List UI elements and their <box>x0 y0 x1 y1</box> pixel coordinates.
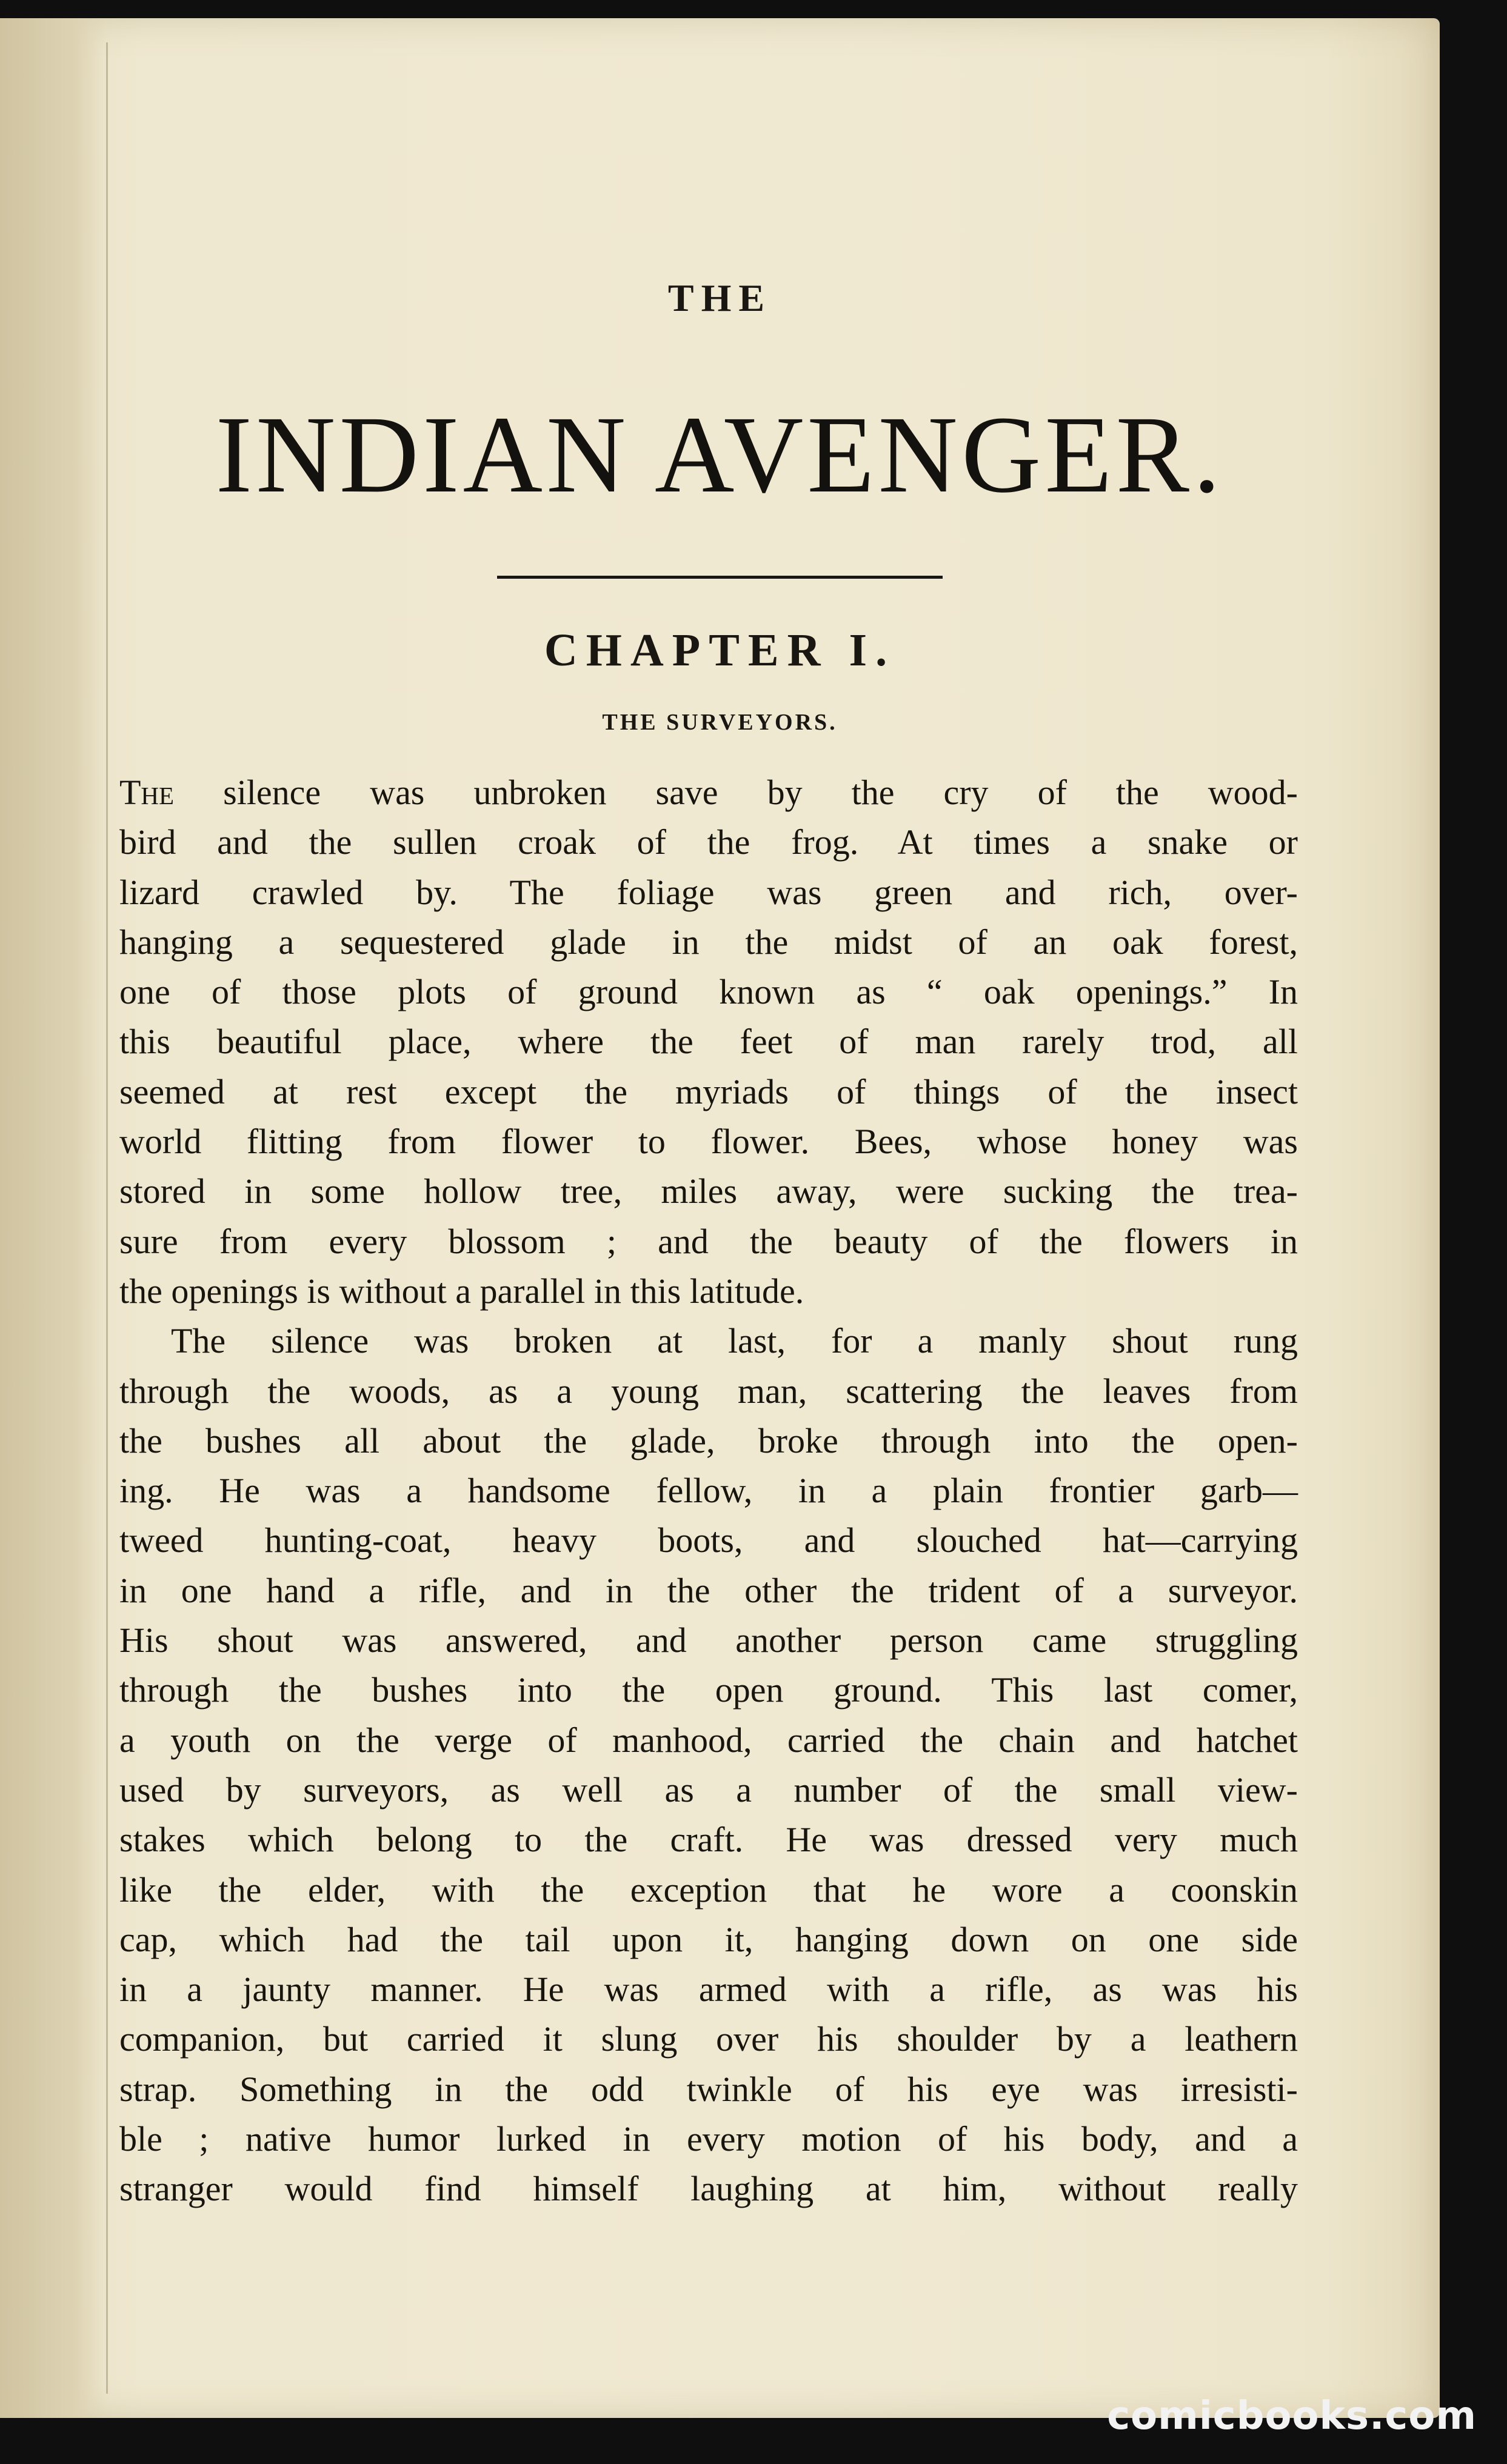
text-line: ing. He was a handsome fellow, in a plain frontier garb— <box>119 1471 1298 1511</box>
text-line: through the woods, as a young man, scattering the leaves from <box>119 1371 1298 1411</box>
spine-crease <box>106 42 108 2394</box>
text-line: a youth on the verge of manhood, carried the chain and hatchet <box>119 1720 1298 1760</box>
text-line: companion, but carried it slung over his shoulder by a leathern <box>119 2019 1298 2059</box>
site-watermark: comicbooks.com <box>1107 2394 1477 2439</box>
text-line: stakes which belong to the craft. He was dressed very much <box>119 1820 1298 1860</box>
text-line: seemed at rest except the myriads of things of the insect <box>119 1071 1298 1111</box>
text-line: bird and the sullen croak of the frog. At times a snake or <box>119 822 1298 862</box>
text-line: the openings is without a parallel in this latitude. <box>119 1271 804 1311</box>
text-line: The silence was broken at last, for a manly shout rung <box>171 1321 1298 1361</box>
body-text <box>119 768 1298 2214</box>
text-line: cap, which had the tail upon it, hanging down on one side <box>119 1919 1298 1959</box>
text-line: world flitting from flower to flower. Bees, whose honey was <box>119 1122 1298 1162</box>
text-line: one of those plots of ground known as “ oak openings.” In <box>119 972 1298 1012</box>
text-line: lizard crawled by. The foliage was green and rich, over- <box>119 872 1298 912</box>
text-line: this beautiful place, where the feet of man rarely trod, all <box>119 1022 1298 1062</box>
title-the: THE <box>667 276 772 319</box>
text-line: used by surveyors, as well as a number of the small view- <box>119 1770 1298 1810</box>
text-line: ble ; native humor lurked in every motion of his body, and a <box>119 2119 1298 2159</box>
text-line: The silence was unbroken save by the cry of the wood- <box>119 773 1298 812</box>
text-line: in one hand a rifle, and in the other the trident of a surveyor. <box>119 1570 1298 1610</box>
book-title: INDIAN AVENGER. <box>215 394 1225 516</box>
text-line: through the bushes into the open ground. This last comer, <box>119 1670 1298 1710</box>
text-line: His shout was answered, and another person came struggling <box>119 1620 1298 1660</box>
page-spine <box>0 18 106 2418</box>
text-line: hanging a sequestered glade in the midst of an oak forest, <box>119 922 1298 962</box>
text-line: in a jaunty manner. He was armed with a rifle, as was his <box>119 1970 1298 2009</box>
book-page <box>0 18 1440 2418</box>
text-line: like the elder, with the exception that he wore a coonskin <box>119 1870 1298 1910</box>
chapter-title: THE SURVEYORS. <box>602 710 838 735</box>
title-rule <box>497 576 943 579</box>
text-line: tweed hunting-coat, heavy boots, and slouched hat—carrying <box>119 1520 1298 1560</box>
text-line: the bushes all about the glade, broke through into the open- <box>119 1420 1298 1460</box>
text-line: strap. Something in the odd twinkle of his eye was irresisti- <box>119 2069 1298 2109</box>
text-line: sure from every blossom ; and the beauty of the flowers in <box>119 1221 1298 1261</box>
chapter-heading: CHAPTER I. <box>544 625 896 676</box>
drop-word: The <box>119 773 175 812</box>
text-line: stranger would find himself laughing at him, without really <box>119 2169 1298 2209</box>
text-line: stored in some hollow tree, miles away, were sucking the trea- <box>119 1171 1298 1211</box>
